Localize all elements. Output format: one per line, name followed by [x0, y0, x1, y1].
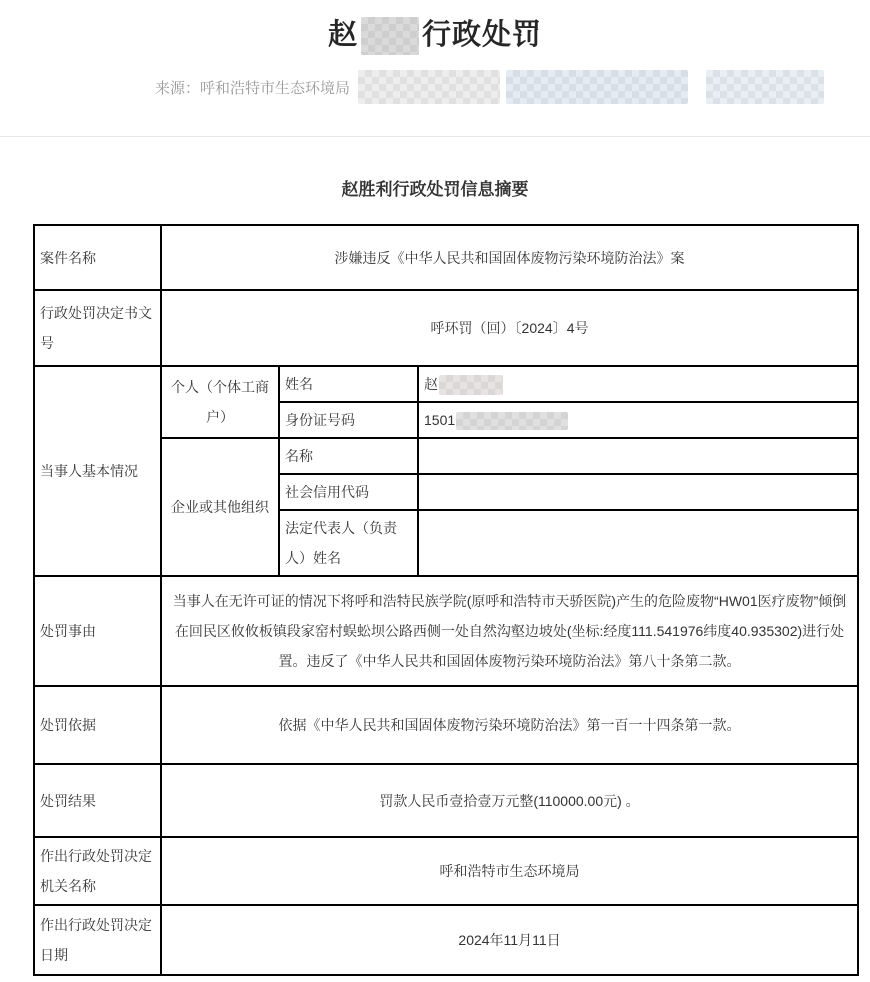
id-number-prefix: 1501	[424, 412, 456, 428]
header-divider	[0, 136, 870, 137]
org-name-value	[418, 438, 858, 474]
case-name-value: 涉嫌违反《中华人民共和国固体废物污染环境防治法》案	[161, 225, 858, 290]
name-label: 姓名	[279, 366, 418, 402]
decision-date-label: 作出行政处罚决定日期	[34, 905, 161, 975]
table-row	[34, 837, 858, 905]
case-name-label: 案件名称	[34, 225, 161, 290]
organization-label: 企业或其他组织	[161, 438, 279, 576]
decision-no-value: 呼环罚（回）〔2024〕4号	[161, 290, 858, 366]
decision-date-value: 2024年11月11日	[161, 905, 858, 975]
authority-label: 作出行政处罚决定机关名称	[34, 837, 161, 905]
id-number-label: 身份证号码	[279, 402, 418, 438]
redacted-title-name	[361, 17, 419, 55]
individual-label: 个人（个体工商户）	[161, 366, 279, 438]
redacted-id-number	[456, 412, 568, 430]
table-row	[34, 764, 858, 837]
result-label: 处罚结果	[34, 764, 161, 837]
source-label: 来源：呼和浩特市生态环境局	[155, 79, 351, 97]
name-value	[418, 366, 858, 402]
credit-code-label: 社会信用代码	[279, 474, 418, 510]
reason-label: 处罚事由	[34, 576, 161, 686]
authority-value: 呼和浩特市生态环境局	[161, 837, 858, 905]
redacted-source-block-1	[358, 70, 500, 104]
credit-code-value	[418, 474, 858, 510]
result-value: 罚款人民币壹拾壹万元整(110000.00元) 。	[161, 764, 858, 837]
redacted-source-block-2	[506, 70, 688, 104]
reason-value: 当事人在无许可证的情况下将呼和浩特民族学院(原呼和浩特市天骄医院)产生的危险废物“HW01医疗废物”倾倒在回民区攸攸板镇段家窑村蜈蚣坝公路西侧一处自然沟壑边坡处(坐标:经度111.541976纬度40.935302)进行处置。违反了《中华人民共和国固体废物污染环境防治法》第八十条第二款。	[161, 576, 858, 686]
page-title-suffix: 行政处罚	[422, 19, 543, 51]
table-row	[34, 290, 858, 366]
decision-no-label: 行政处罚决定书文号	[34, 290, 161, 366]
table-row	[34, 576, 858, 686]
legal-rep-label: 法定代表人（负责人）姓名	[279, 510, 418, 576]
table-row	[34, 905, 858, 975]
name-value-prefix: 赵	[424, 376, 438, 392]
id-number-value	[418, 402, 858, 438]
redacted-name	[439, 375, 503, 395]
source-line	[0, 68, 870, 106]
legal-rep-value	[418, 510, 858, 576]
table-row	[34, 686, 858, 764]
basis-value: 依据《中华人民共和国固体废物污染环境防治法》第一百一十四条第一款。	[161, 686, 858, 764]
table-row	[34, 366, 858, 402]
basis-label: 处罚依据	[34, 686, 161, 764]
penalty-notice-page	[0, 14, 870, 976]
page-title-prefix: 赵	[327, 19, 358, 51]
summary-table-title: 赵胜利行政处罚信息摘要	[341, 180, 529, 199]
redacted-source-block-3	[706, 70, 824, 104]
org-name-label: 名称	[279, 438, 418, 474]
page-title	[0, 14, 870, 56]
table-row	[34, 225, 858, 290]
penalty-summary-table	[33, 224, 859, 976]
party-label: 当事人基本情况	[34, 366, 161, 576]
